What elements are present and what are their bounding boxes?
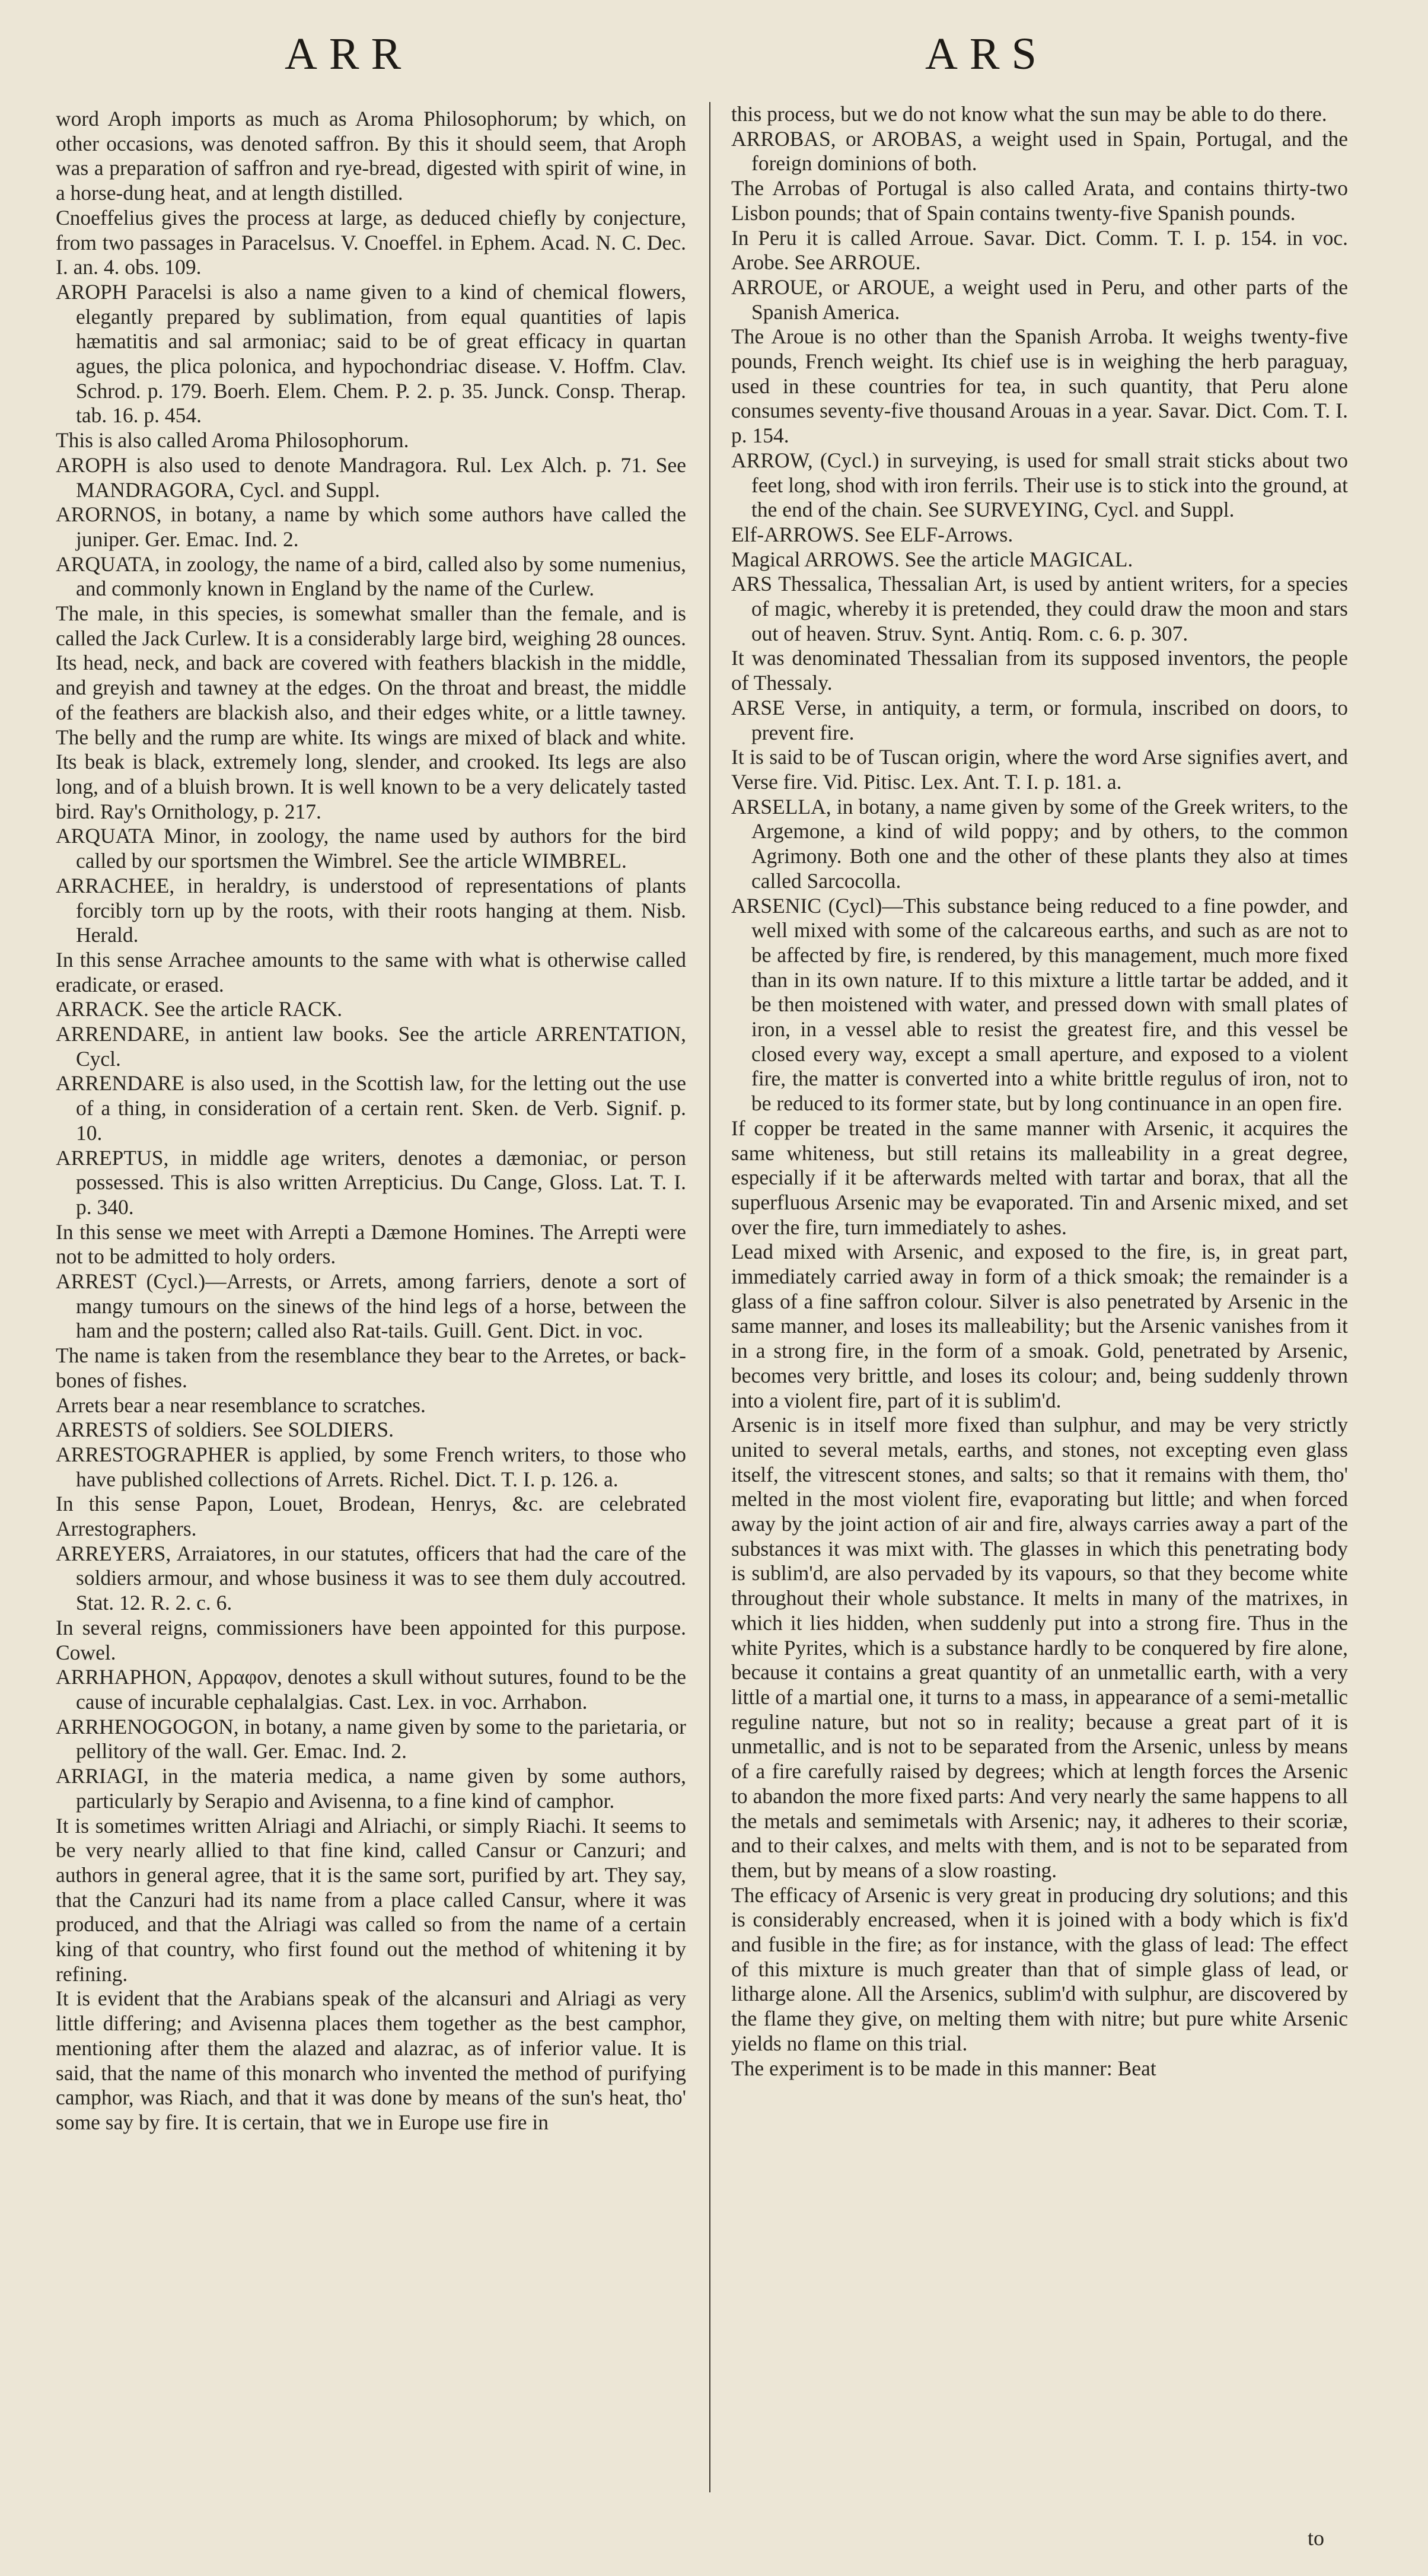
catchword: to bbox=[1308, 2526, 1325, 2550]
right-column bbox=[731, 102, 1348, 2081]
dictionary-entry: ARORNOS, in botany, a name by which some authors have called the juniper. Ger. Emac. Ind. 2. bbox=[56, 502, 686, 551]
entry-paragraph: This is also called Aroma Philosophorum. bbox=[56, 428, 409, 453]
dictionary-entry: ARRESTOGRAPHER is applied, by some French writers, to those who have published collections of Arrets. Richel. Dict. T. I. p. 126. a. bbox=[56, 1442, 686, 1491]
dictionary-entry: ARS Thessalica, Thessalian Art, is used by antient writers, for a species of magic, whereby it is pretended, they could draw the moon and stars out of heaven. Struv. Synt. Antiq. Rom. c. 6. p. 307. bbox=[731, 572, 1348, 645]
entry-paragraph: In this sense Papon, Louet, Brodean, Henrys, &c. are celebrated Arrestographers. bbox=[56, 1492, 686, 1541]
dictionary-entry: ARSENIC (Cycl)—This substance being reduced to a fine powder, and well mixed with some of the calcareous earths, and such as are not to be affected by fire, is rendered, by this management, much more fixed than in its own nature. If to this mixture a little tartar be added, and it be then moistened with water, and pressed down with small plates of iron, in a vessel able to resist the greatest fire, and this vessel be closed every way, except a small aperture, and exposed to a violent fire, the matter is converted into a white brittle regulus of iron, not to be reduced to its former state, but by long continuance in an open fire. bbox=[731, 893, 1348, 1116]
dictionary-entry: ARQUATA Minor, in zoology, the name used by authors for the bird called by our sportsmen the Wimbrel. See the article WIMBREL. bbox=[56, 824, 686, 873]
dictionary-entry: ARRESTS of soldiers. See SOLDIERS. bbox=[56, 1418, 394, 1442]
dictionary-entry: ARRIAGI, in the materia medica, a name given by some authors, particularly by Serapio and Avisenna, to a fine kind of camphor. bbox=[56, 1764, 686, 1813]
dictionary-entry: ARROBAS, or AROBAS, a weight used in Spain, Portugal, and the foreign dominions of both. bbox=[731, 126, 1348, 176]
dictionary-entry: ARREPTUS, in middle age writers, denotes a dæmoniac, or person possessed. This is also written Arrepticius. Du Cange, Gloss. Lat. T. I. p. 340. bbox=[56, 1145, 686, 1219]
dictionary-entry: ARSE Verse, in antiquity, a term, or formula, inscribed on doors, to prevent fire. bbox=[731, 695, 1348, 744]
entry-paragraph: In this sense we meet with Arrepti a Dæmone Homines. The Arrepti were not to be admitted to holy orders. bbox=[56, 1219, 686, 1269]
entry-paragraph: The male, in this species, is somewhat smaller than the female, and is called the Jack Curlew. It is a considerably large bird, weighing 28 ounces. Its head, neck, and back are covered with feathers blackish in the middle, and greyish and tawney at the edges. On the throat and breast, the middle of the feathers are blackish also, and their edges white, or a little tawney. The belly and the rump are white. Its wings are mixed of black and white. Its beak is black, extremely long, slender, and crooked. Its legs are also long, and of a bluish brown. It is well known to be a very delicately tasted bird. Ray's Ornithology, p. 217. bbox=[56, 601, 686, 823]
entry-paragraph: word Aroph imports as much as Aroma Philosophorum; by which, on other occasions, was denoted saffron. By this it should seem, that Aroph was a preparation of saffron and rye-bread, digested with spirit of wine, in a horse-dung heat, and at length distilled. bbox=[56, 107, 686, 205]
dictionary-entry: ARRENDARE is also used, in the Scottish law, for the letting out the use of a thing, in consideration of a certain rent. Sken. de Verb. Signif. p. 10. bbox=[56, 1071, 686, 1145]
dictionary-entry: AROPH is also used to denote Mandragora. Rul. Lex Alch. p. 71. See MANDRAGORA, Cycl. and Suppl. bbox=[56, 453, 686, 502]
running-head-right: ARS bbox=[925, 29, 1048, 79]
entry-paragraph: It is evident that the Arabians speak of the alcansuri and Alriagi as very little differing; and Avisenna places them together as the best camphor, mentioning after them the alazed and alazrac, as of inferior value. It is said, that the name of this monarch who invented the method of purifying camphor, was Riach, and that it was done by means of the sun's heat, tho' some say by fire. It is certain, that we in Europe use fire in bbox=[56, 1986, 686, 2134]
left-column bbox=[56, 107, 686, 2135]
entry-paragraph: It is said to be of Tuscan origin, where the word Arse signifies avert, and Verse fire. Vid. Pitisc. Lex. Ant. T. I. p. 181. a. bbox=[731, 745, 1348, 794]
dictionary-entry: ARRACK. See the article RACK. bbox=[56, 997, 343, 1021]
dictionary-entry: ARREST (Cycl.)—Arrests, or Arrets, among farriers, denote a sort of mangy tumours on the sinews of the hind legs of a horse, between the ham and the postern; called also Rat-tails. Guill. Gent. Dict. in voc. bbox=[56, 1269, 686, 1343]
entry-paragraph: The Aroue is no other than the Spanish Arroba. It weighs twenty-five pounds, French weight. Its chief use is in weighing the herb paraguay, used in these countries for tea, in such quantity, that Peru alone consumes seventy-five thousand Arouas in a year. Savar. Dict. Com. T. I. p. 154. bbox=[731, 324, 1348, 448]
dictionary-entry: ARSELLA, in botany, a name given by some of the Greek writers, to the Argemone, a kind of wild poppy; and by others, to the common Agrimony. Both one and the other of these plants they also at times called Sarcocolla. bbox=[731, 794, 1348, 893]
entry-paragraph: The name is taken from the resemblance they bear to the Arretes, or back-bones of fishes. bbox=[56, 1343, 686, 1392]
column-divider bbox=[709, 102, 710, 2492]
entry-paragraph: this process, but we do not know what the sun may be able to do there. bbox=[731, 102, 1327, 126]
dictionary-entry: Elf-ARROWS. See ELF-Arrows. bbox=[731, 522, 1013, 546]
entry-paragraph: In Peru it is called Arroue. Savar. Dict. Comm. T. I. p. 154. in voc. Arobe. See ARROUE. bbox=[731, 225, 1348, 275]
entry-paragraph: The experiment is to be made in this manner: Beat bbox=[731, 2056, 1156, 2080]
entry-paragraph: The Arrobas of Portugal is also called Arata, and contains thirty-two Lisbon pounds; that of Spain contains twenty-five Spanish pounds. bbox=[731, 176, 1348, 225]
entry-paragraph: In several reigns, commissioners have been appointed for this purpose. Cowel. bbox=[56, 1615, 686, 1664]
entry-paragraph: Arsenic is in itself more fixed than sulphur, and may be very strictly united to several metals, earths, and stones, not excepting even glass itself, the vitrescent stones, and salts; so that it remains with them, tho' melted in the most violent fire, evaporating but little; and when forced away by the joint action of air and fire, always carries away a part of the substances it was mixt with. The glasses in which this penetrating body is sublim'd, are also pervaded by its vapours, so that they become white throughout their whole substance. It melts in many of the matrixes, in which it lies hidden, when suddenly put into a strong fire. Thus in the white Pyrites, which is a substance hardly to be conquered by fire alone, because it contains a great quantity of an unmetallic earth, with a very little of a martial one, it turns to a mass, in appearance of a semi-metallic reguline nature, but not so in reality; because a great part of it is unmetallic, and is not to be separated from the Arsenic, unless by means of a fire carefully raised by degrees; which at length forces the Arsenic to abandon the more fixed parts: And very nearly the same happens to all the metals and semimetals with Arsenic; nay, it adheres to their scoriæ, and to their calxes, and melts with them, and is not to be separated from them, but by means of a slow roasting. bbox=[731, 1413, 1348, 1882]
running-head-left: ARR bbox=[285, 29, 413, 79]
entry-paragraph: In this sense Arrachee amounts to the same with what is otherwise called eradicate, or erased. bbox=[56, 947, 686, 996]
dictionary-entry: ARRACHEE, in heraldry, is understood of representations of plants forcibly torn up by the roots, with their roots hanging at them. Nisb. Herald. bbox=[56, 873, 686, 947]
entry-paragraph: Cnoeffelius gives the process at large, as deduced chiefly by conjecture, from two passages in Paracelsus. V. Cnoeffel. in Ephem. Acad. N. C. Dec. I. an. 4. obs. 109. bbox=[56, 205, 686, 279]
entry-paragraph: The efficacy of Arsenic is very great in producing dry solutions; and this is considerably encreased, when it is joined with a body which is fix'd and fusible in the fire; as for instance, with the glass of lead: The effect of this mixture is much greater than that of simple glass of lead, or litharge alone. All the Arsenics, sublim'd with sulphur, are discovered by the flame they give, on melting them with nitre; but pure white Arsenic yields no flame on this trial. bbox=[731, 1883, 1348, 2055]
dictionary-entry: ARREYERS, Arraiatores, in our statutes, officers that had the care of the soldiers armour, and whose business it was to see them duly accoutred. Stat. 12. R. 2. c. 6. bbox=[56, 1541, 686, 1615]
entry-paragraph: If copper be treated in the same manner with Arsenic, it acquires the same whiteness, but still retains its malleability in a great degree, especially if it be afterwards melted with tartar and borax, that all the superfluous Arsenic may be evaporated. Tin and Arsenic mixed, and set over the fire, turn immediately to ashes. bbox=[731, 1116, 1348, 1239]
entry-paragraph: It is sometimes written Alriagi and Alriachi, or simply Riachi. It seems to be very nearly allied to that fine kind, called Cansur or Canzuri; and authors in general agree, that it is the same sort, purified by art. They say, that the Canzuri had its name from a place called Cansur, where it was produced, and that the Alriagi was called so from the name of a certain king of that country, who first found out the method of whitening it by refining. bbox=[56, 1813, 686, 1986]
entry-paragraph: Lead mixed with Arsenic, and exposed to the fire, is, in great part, immediately carried away in form of a thick smoak; the remainder is a glass of a fine saffron colour. Silver is also penetrated by Arsenic in the same manner, and loses its malleability; but the Arsenic vanishes from it in a strong fire, in the form of a smoak. Gold, penetrated by Arsenic, becomes very brittle, and loses its colour; and, being suddenly thrown into a violent fire, part of it is sublim'd. bbox=[731, 1240, 1348, 1412]
dictionary-entry: ARRENDARE, in antient law books. See the article ARRENTATION, Cycl. bbox=[56, 1022, 686, 1071]
dictionary-entry: ARROW, (Cycl.) in surveying, is used for small strait sticks about two feet long, shod with iron ferrils. Their use is to stick into the ground, at the end of the chain. See SURVEYING, Cycl. and Suppl. bbox=[731, 448, 1348, 522]
dictionary-entry: ARQUATA, in zoology, the name of a bird, called also by some numenius, and commonly known in England by the name of the Curlew. bbox=[56, 552, 686, 601]
dictionary-entry: Magical ARROWS. See the article MAGICAL. bbox=[731, 547, 1133, 571]
dictionary-entry: ARRHENOGOGON, in botany, a name given by some to the parietaria, or pellitory of the wall. Ger. Emac. Ind. 2. bbox=[56, 1714, 686, 1763]
entry-paragraph: It was denominated Thessalian from its supposed inventors, the people of Thessaly. bbox=[731, 646, 1348, 695]
dictionary-entry: ARROUE, or AROUE, a weight used in Peru, and other parts of the Spanish America. bbox=[731, 275, 1348, 324]
entry-paragraph: Arrets bear a near resemblance to scratches. bbox=[56, 1393, 426, 1417]
dictionary-entry: AROPH Paracelsi is also a name given to a kind of chemical flowers, elegantly prepared by sublimation, from equal quantities of lapis hæmatitis and sal armoniac; said to be of great efficacy in quartan agues, the plica polonica, and hypochondriac disease. V. Hoffm. Clav. Schrod. p. 179. Boerh. Elem. Chem. P. 2. p. 35. Junck. Consp. Therap. tab. 16. p. 454. bbox=[56, 279, 686, 428]
dictionary-entry: ARRHAPHON, Αρραφον, denotes a skull without sutures, found to be the cause of incurable cephalalgias. Cast. Lex. in voc. Arrhabon. bbox=[56, 1665, 686, 1714]
